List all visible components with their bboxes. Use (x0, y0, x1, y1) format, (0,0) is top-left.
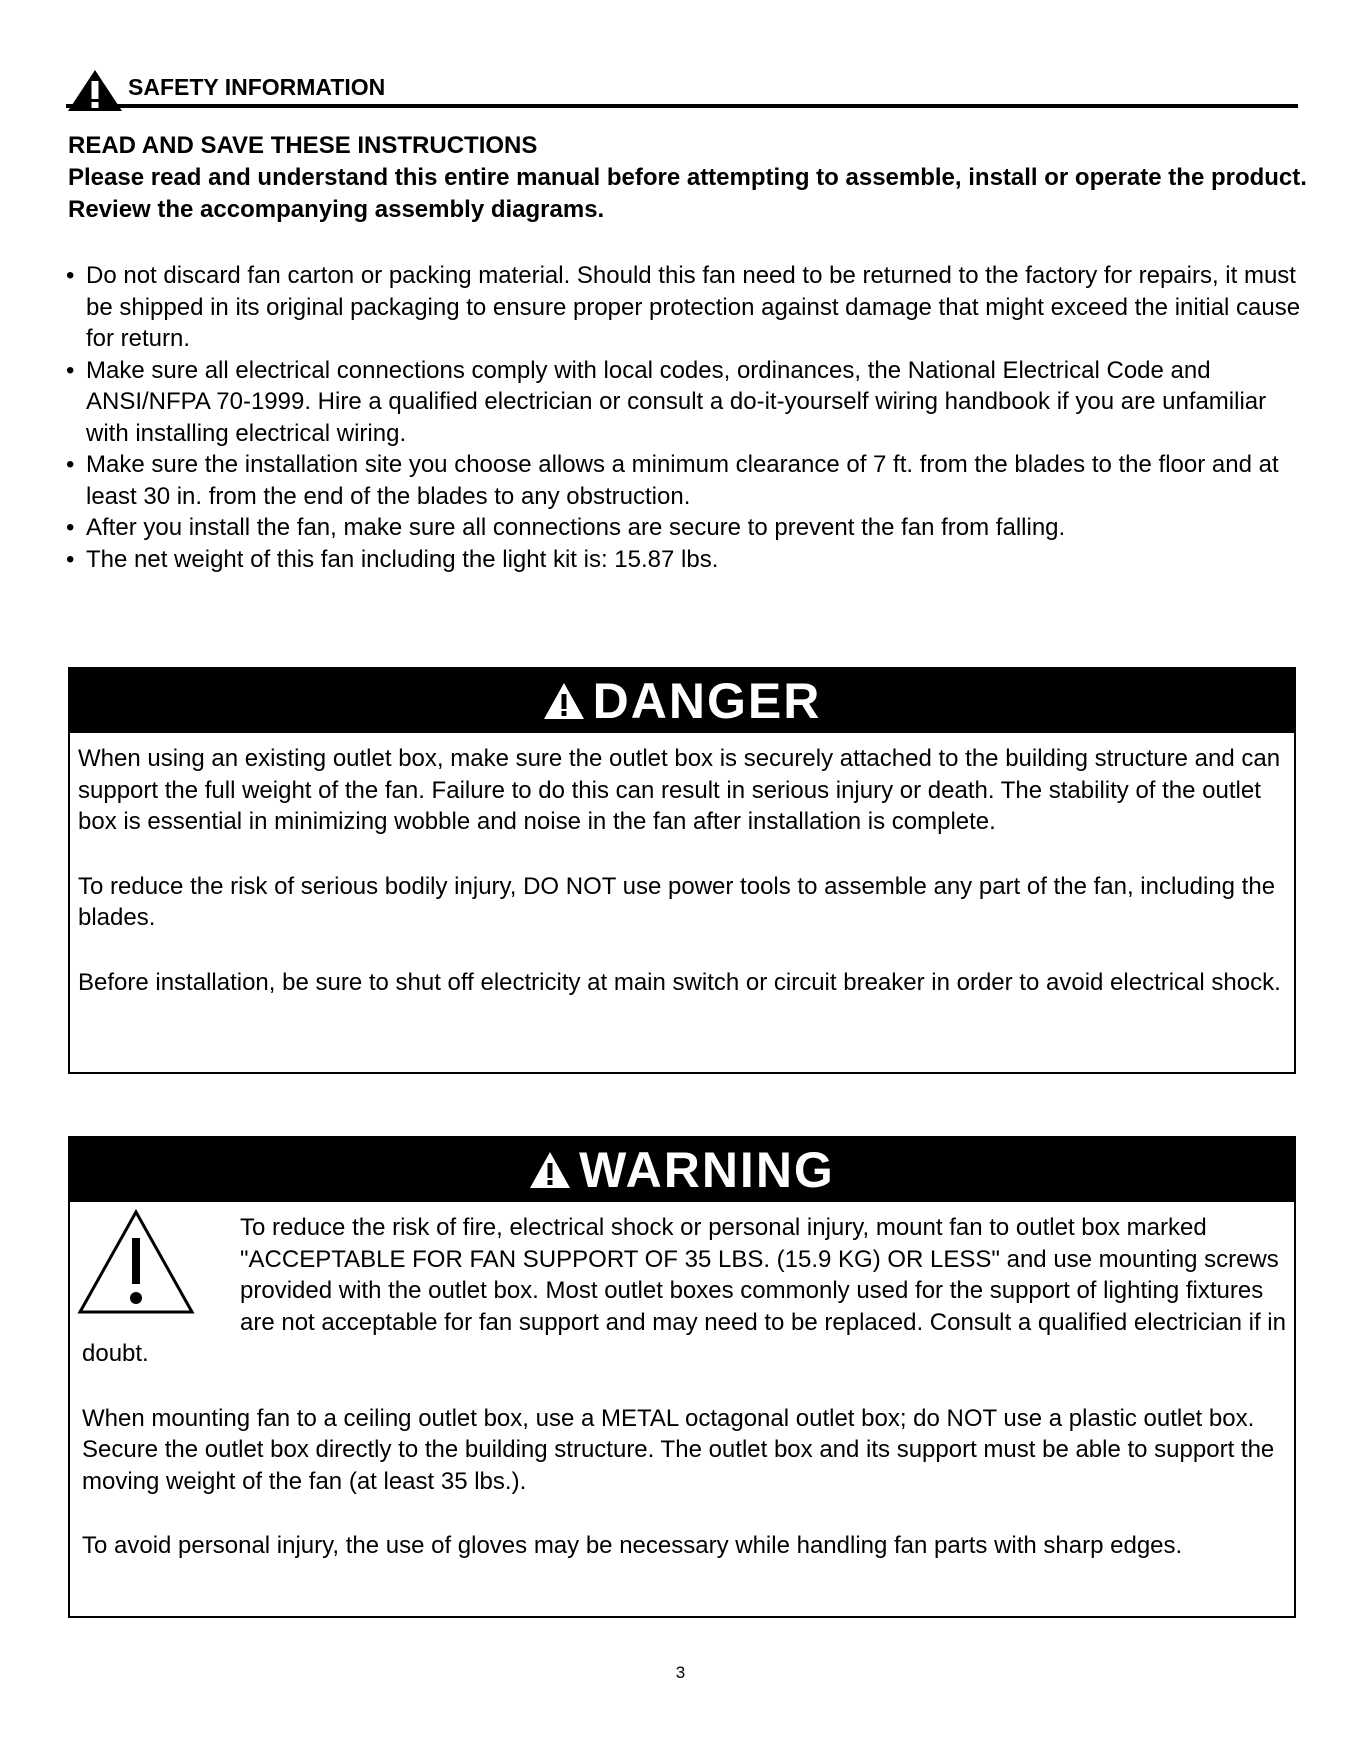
warning-paragraph: To reduce the risk of fire, electrical shock or personal injury, mount fan to outlet box marked "ACCEPTABLE FOR FAN SUPPORT OF 35 LBS. (15.9 KG) OR LESS" and use mounting screws provided with the outlet box. Most outlet boxes commonly used for the support of lighting fixtures are not acceptable for fan support and may need to be replaced. Consult a qualified electrician if in doubt. (82, 1214, 1286, 1367)
warning-triangle-icon (66, 68, 124, 112)
danger-banner (70, 669, 1294, 733)
warning-triangle-icon (543, 682, 585, 720)
danger-paragraph: Before installation, be sure to shut off electricity at main switch or circuit breaker in order to avoid electrical shock. (78, 968, 1281, 996)
section-header (66, 64, 1298, 108)
safety-bullet-list (66, 260, 1306, 575)
warning-paragraph: When mounting fan to a ceiling outlet box, use a METAL octagonal outlet box; do NOT use a plastic outlet box. Secure the outlet box directly to the building structure. The outlet box and its support must be able to support the moving weight of the fan (at least 35 lbs.). (82, 1404, 1275, 1495)
intro (68, 130, 1308, 226)
bullet-item: • Make sure all electrical connections comply with local codes, ordinances, the National Electrical Code and ANSI/NFPA 70-1999. Hire a qualified electrician or consult a do-it-yourself wiring handbook if you are unfamiliar with installing electrical wiring. (66, 355, 1306, 450)
warning-label: WARNING (579, 1142, 835, 1198)
danger-box (68, 667, 1296, 1074)
page-number: 3 (675, 1663, 686, 1682)
instructions-subheading: Please read and understand this entire manual before attempting to assemble, install or operate the product. Review the accompanying assembly diagrams. (68, 164, 1307, 223)
danger-body (70, 733, 1294, 1012)
bullet-item: • The net weight of this fan including the light kit is: 15.87 lbs. (66, 544, 1306, 576)
bullet-item: • After you install the fan, make sure all connections are secure to prevent the fan from falling. (66, 512, 1306, 544)
instructions-heading: READ AND SAVE THESE INSTRUCTIONS (68, 132, 538, 159)
warning-banner (70, 1138, 1294, 1202)
danger-paragraph: When using an existing outlet box, make sure the outlet box is securely attached to the building structure and can support the full weight of the fan. Failure to do this can result in serious injury or death. The stability of the outlet box is essential in minimizing wobble and noise in the fan after installation is complete. (78, 745, 1281, 835)
section-title: SAFETY INFORMATION (128, 74, 386, 100)
caution-outline-icon (76, 1208, 226, 1318)
danger-label: DANGER (592, 673, 822, 729)
warning-paragraph: To avoid personal injury, the use of gloves may be necessary while handling fan parts with sharp edges. (82, 1532, 1183, 1559)
warning-box (68, 1136, 1296, 1618)
bullet-item: • Make sure the installation site you choose allows a minimum clearance of 7 ft. from the blades to the floor and at least 30 in. from the end of the blades to any obstruction. (66, 449, 1306, 512)
warning-body (70, 1202, 1294, 1576)
bullet-item: • Do not discard fan carton or packing material. Should this fan need to be returned to the factory for repairs, it must be shipped in its original packaging to ensure proper protection against damage that might exceed the initial cause for return. (66, 260, 1306, 355)
danger-paragraph: To reduce the risk of serious bodily injury, DO NOT use power tools to assemble any part of the fan, including the blades. (78, 872, 1276, 931)
warning-triangle-icon (529, 1151, 571, 1189)
